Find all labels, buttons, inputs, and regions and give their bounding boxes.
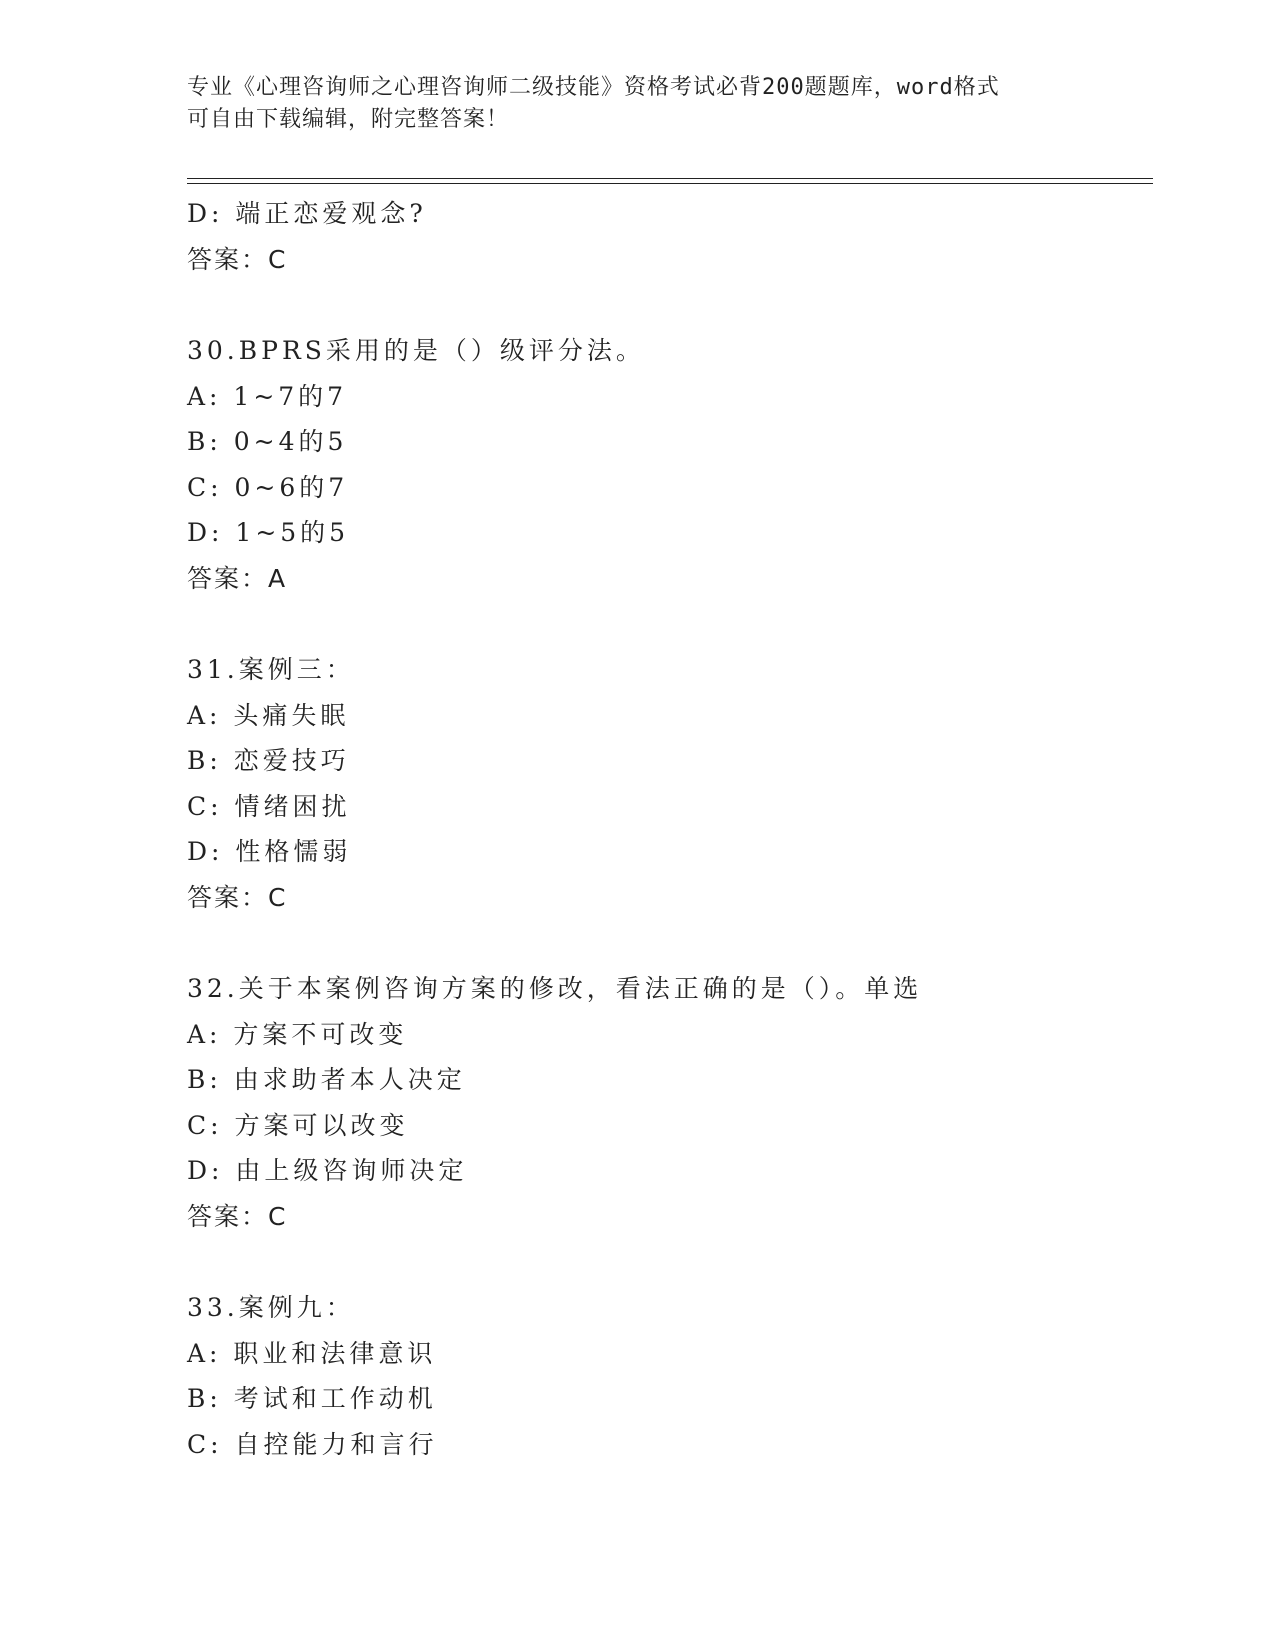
question-stem: 32.关于本案例咨询方案的修改，看法正确的是（）。单选 [187,974,923,1003]
question-stem: 30.BPRS采用的是（）级评分法。 [187,336,645,365]
option-b: B: 考试和工作动机 [187,1384,437,1413]
option-d-previous: D: 端正恋爱观念? [187,199,427,228]
option-b: B: 恋爱技巧 [187,746,350,775]
question-list [187,191,1153,1467]
answer: 答案：A [187,563,288,593]
option-b: B: 由求助者本人决定 [187,1065,466,1094]
question-32 [187,966,1153,1239]
option-d: D: 性格懦弱 [187,837,352,866]
spacer [187,1239,1153,1285]
option-a: A: 1~7的7 [187,381,348,411]
document-header [187,72,1067,136]
question-stem: 33.案例九： [187,1293,355,1322]
question-30 [187,328,1153,601]
option-d: D: 由上级咨询师决定 [187,1156,468,1185]
question-stem: 31.案例三： [187,655,355,684]
answer-previous: 答案：C [187,244,288,274]
header-title-line-2: 可自由下载编辑，附完整答案！ [187,107,510,132]
spacer [187,920,1153,966]
answer: 答案：C [187,1201,288,1231]
option-a: A: 方案不可改变 [187,1019,408,1049]
option-c: C: 情绪困扰 [187,791,351,821]
option-c: C: 0~6的7 [187,472,349,502]
option-a: A: 头痛失眠 [187,700,350,730]
spacer [187,601,1153,647]
header-divider-bottom [187,183,1153,184]
question-33 [187,1285,1153,1467]
option-c: C: 方案可以改变 [187,1110,409,1140]
option-d: D: 1~5的5 [187,518,350,547]
spacer [187,282,1153,328]
option-c: C: 自控能力和言行 [187,1429,438,1459]
question-31 [187,647,1153,920]
header-title-line-1: 专业《心理咨询师之心理咨询师二级技能》资格考试必背200题题库，word格式 [187,75,1000,100]
option-a: A: 职业和法律意识 [187,1338,437,1368]
answer: 答案：C [187,882,288,912]
option-b: B: 0~4的5 [187,427,348,456]
header-divider-top [187,178,1153,179]
